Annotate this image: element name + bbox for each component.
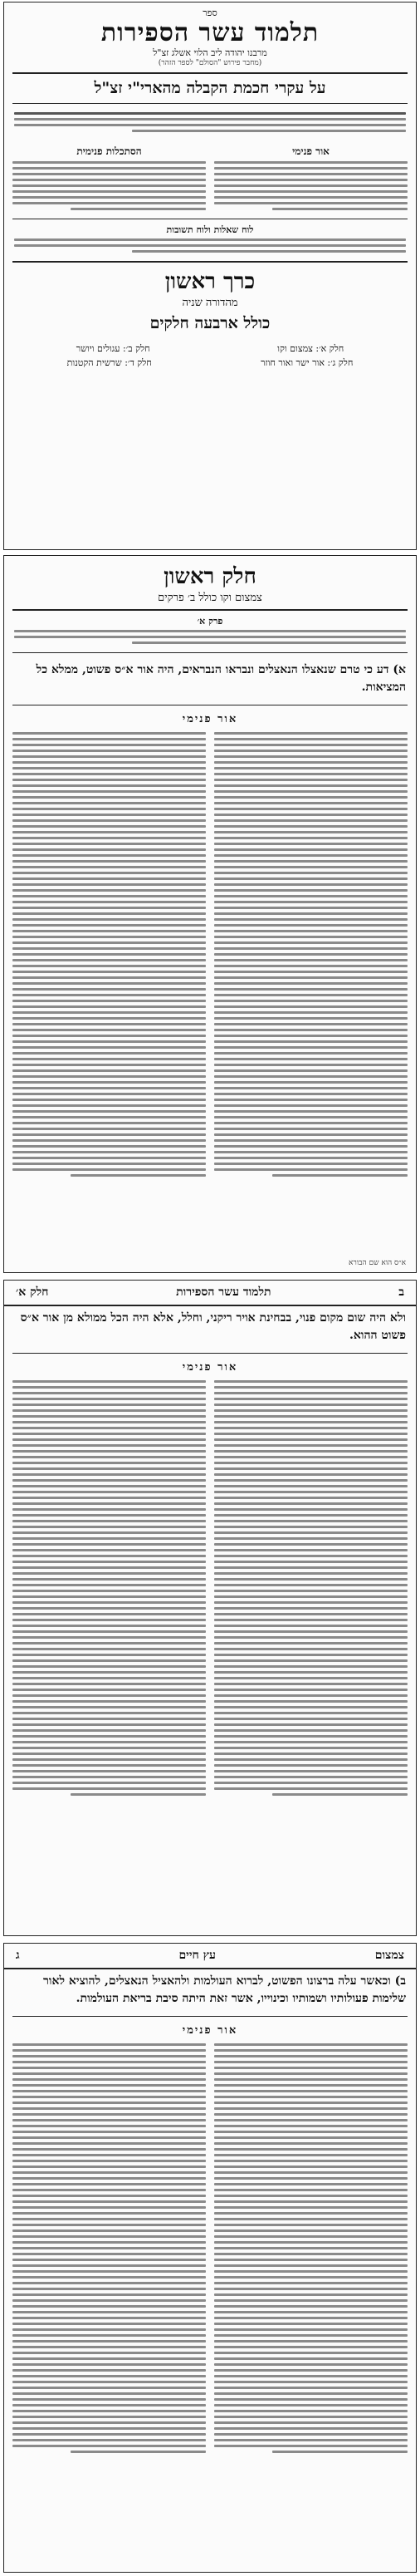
commentary-title: אור פנימי [182, 2024, 238, 2037]
questions-title: לוח שאלות ולוח תשובות [166, 224, 254, 235]
commentary-columns [4, 1380, 416, 1796]
commentary-columns [4, 732, 416, 1177]
main-text: ב) וכאשר עלה ברצונו הפשוט, לברוא העולמות ולהאציל הנאצלים, להוציא לאור שלימות פעולותיו ושמותיו וכינוייו, אשר זאת היתה סיבת בריאת העולמות. [43, 1974, 406, 2005]
running-head: תלמוד עשר הספירות [176, 1286, 271, 1299]
page-footer: א״ס הוא שם הבורא [348, 1259, 406, 1267]
parts-row-2 [4, 356, 416, 370]
divider [12, 609, 408, 611]
running-header [4, 1281, 416, 1306]
part-subtitle: צמצום וקו כולל ב׳ פרקים [158, 592, 262, 604]
part-item: חלק ד׳: שרשית הקטנות [66, 357, 152, 368]
running-head: עץ חיים [178, 1949, 216, 1962]
divider [12, 103, 408, 104]
edition: מהדורה שניה [182, 297, 238, 309]
page-number: ג [16, 1949, 20, 1962]
commentary-title: אור פנימי [182, 1361, 238, 1374]
col-title: הסתכלות פנימית [76, 145, 142, 157]
subject-line: על עקרי חכמת הקבלה מהארי"י זצ"ל [94, 79, 326, 97]
commentary-columns [4, 2043, 416, 2453]
intro-block [4, 109, 416, 135]
contains-line: כולל ארבעה חלקים [149, 314, 271, 332]
page-part-one [3, 555, 417, 1273]
page-number: ב [398, 1286, 404, 1299]
author-note: (מחבר פירוש "הסולם" לספר הזהר) [158, 59, 262, 67]
main-text: ולא היה שום מקום פנוי, בבחינת אויר ריקני, וחלל, אלא היה הכל ממולא מן אור א״ס פשוט ההוא. [20, 1311, 406, 1342]
part-ref: חלק א׳ [16, 1286, 49, 1299]
part-item: חלק ג׳: אור ישר ואור חוזר [261, 357, 354, 368]
top-label: ספר [203, 7, 217, 18]
divider [12, 1353, 408, 1354]
commentary-title: אור פנימי [182, 713, 238, 725]
page-three [3, 1943, 417, 2573]
divider [12, 652, 408, 653]
questions-block [4, 235, 416, 256]
title-page [3, 2, 417, 550]
right-column [214, 142, 408, 210]
part-item: חלק א׳: צמצום וקו [277, 343, 344, 354]
part-title: חלק ראשון [164, 564, 256, 589]
side-head: צמצום [374, 1949, 404, 1962]
parts-row-1 [4, 342, 416, 356]
chapter-summary [4, 627, 416, 647]
main-text: א) דע כי טרם שנאצלו הנאצלים ונבראו הנבראים, היה אור א״ס פשוט, ממלא כל המציאות. [36, 663, 406, 694]
col-title: אור פנימי [292, 145, 330, 157]
part-item: חלק ב׳: עגולים ויושר [76, 343, 150, 354]
running-header [4, 1944, 416, 1969]
divider [12, 261, 408, 263]
left-column [12, 142, 206, 210]
volume-title: כרך ראשון [164, 269, 256, 294]
page-two [3, 1280, 417, 1936]
book-title: תלמוד עשר הספירות [100, 18, 320, 47]
commentary-columns [4, 142, 416, 210]
chapter-label: פרק א׳ [197, 616, 223, 627]
divider [12, 2016, 408, 2017]
author-line: מרבנו יהודה ליב הלוי אשלג זצ"ל [153, 47, 267, 58]
divider [12, 72, 408, 74]
